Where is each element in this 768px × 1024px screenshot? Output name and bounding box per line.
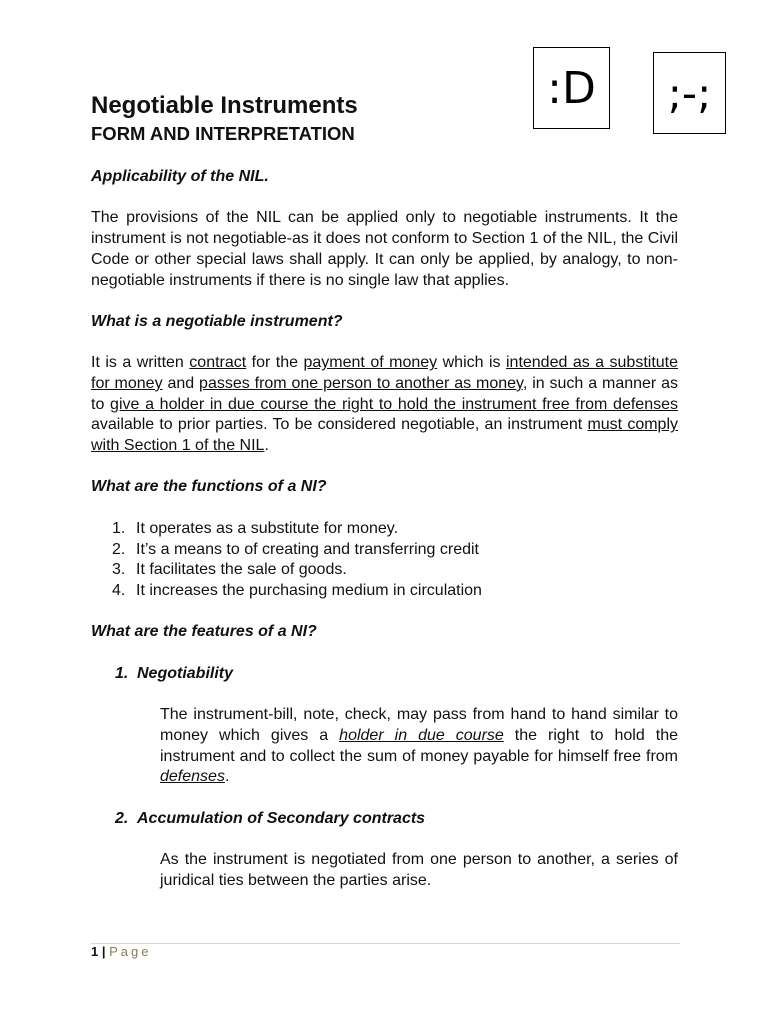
feature-paragraph: The instrument-bill, note, check, may pass from hand to hand similar to money which gives a holder in due course the right to hold the instrument and to collect the sum of money payable for himself free from defenses.: [160, 706, 678, 786]
list-item: 2. It’s a means to of creating and transferring credit: [112, 540, 479, 558]
term-payment-of-money: payment of money: [303, 354, 438, 372]
term-substitute-for-money: intended as a substitute for money: [91, 354, 679, 392]
functions-list: [91, 519, 678, 602]
page-label: Page: [109, 944, 152, 959]
term-holder-in-due-course-right: give a holder in due course the right to hold the instrument free from defenses: [110, 395, 678, 413]
heading-what-is-ni: What is a negotiable instrument?: [91, 312, 343, 330]
emoticon-box-grin: :D: [533, 47, 610, 129]
page-footer: [91, 944, 152, 959]
document-body: [91, 167, 678, 891]
paragraph-applicability: The provisions of the NIL can be applied only to negotiable instruments. It the instrument is not negotiable-as it does not conform to Section 1 of the NIL, the Civil Code or other special laws shall apply. It can only be applied, by analogy, to non-negotiable instruments if there is no single law that applies.: [91, 209, 678, 289]
list-item: 3. It facilitates the sale of goods.: [112, 561, 347, 579]
term-contract: contract: [189, 354, 247, 372]
list-item: 4. It increases the purchasing medium in circulation: [112, 581, 482, 599]
feature-heading: 1. Negotiability: [115, 664, 234, 682]
feature-heading: 2. Accumulation of Secondary contracts: [115, 809, 426, 827]
term-comply-section-1: must comply with Section 1 of the NIL: [91, 416, 679, 455]
term-holder-in-due-course: holder in due course: [339, 726, 504, 744]
paragraph-definition: It is a written contract for the payment of money which is intended as a substitute for money and passes from one person to another as money, in such a manner as to give a holder in due course the right to hold the instrument free from defenses available to prior parties. To be considered negotiable, an instrument must comply with Section 1 of the NIL.: [91, 354, 679, 455]
heading-functions: What are the functions of a NI?: [91, 478, 327, 496]
feature-paragraph: As the instrument is negotiated from one person to another, a series of juridical ties between the parties arise.: [160, 851, 678, 889]
heading-features: What are the features of a NI?: [91, 623, 317, 641]
footer-separator: |: [101, 944, 106, 959]
heading-applicability: Applicability of the NIL.: [91, 168, 269, 185]
feature-negotiability: [91, 664, 678, 892]
term-passes-as-money: passes from one person to another as money: [199, 374, 523, 392]
page-subtitle: FORM AND INTERPRETATION: [91, 123, 355, 144]
term-defenses: defenses: [160, 768, 225, 786]
emoticon-box-cry: ;-;: [653, 52, 726, 134]
footer-divider: [91, 943, 680, 944]
list-item: 1. It operates as a substitute for money.: [112, 519, 399, 537]
page-number: 1: [91, 944, 99, 959]
page-title: Negotiable Instruments: [91, 92, 358, 119]
